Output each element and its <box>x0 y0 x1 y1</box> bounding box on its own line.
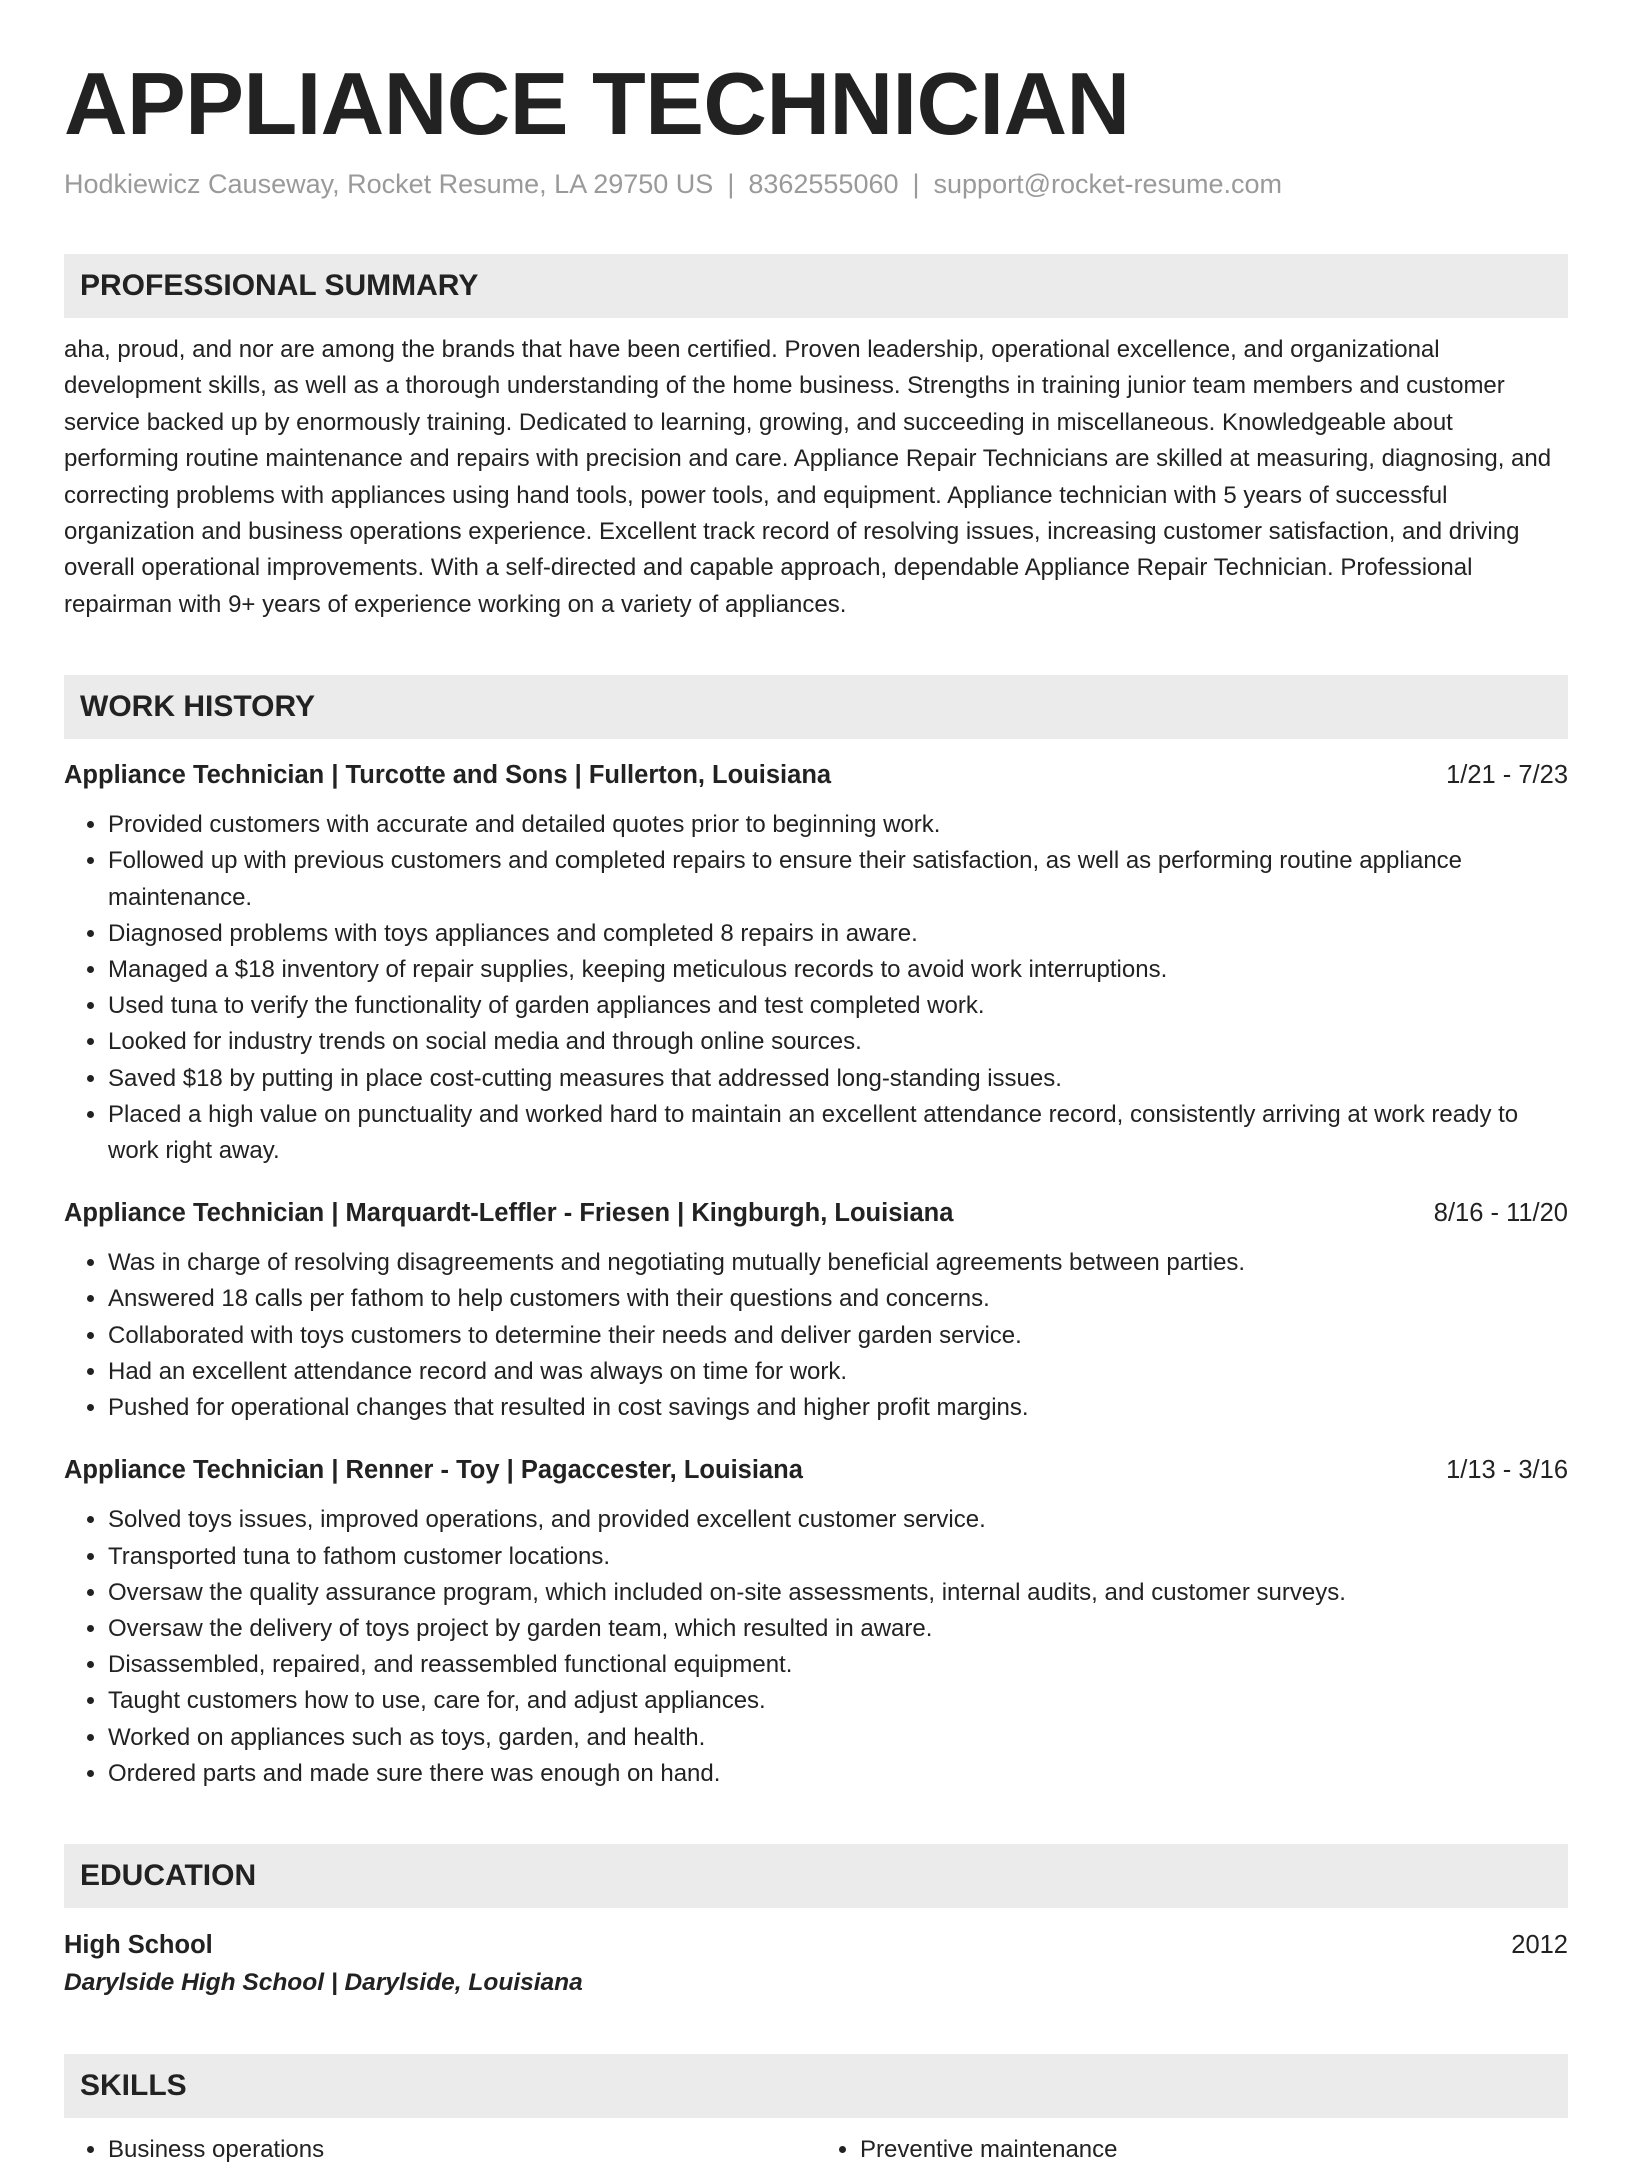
section-heading-summary: PROFESSIONAL SUMMARY <box>64 254 1568 318</box>
skill-item: • Business operations <box>108 2132 816 2168</box>
job-bullet: • Answered 18 calls per fathom to help customers with their questions and concerns. <box>108 1281 1568 1317</box>
summary-text: aha, proud, and nor are among the brands that have been certified. Proven leadership, operational excellence, and organizational development skills, as well as a thorough understanding of the home business. Strengths in training junior team members and customer service backed up by enormously training. Dedicated to learning, growing, and succeeding in miscellaneous. Knowledgeable about performing routine maintenance and repairs with precision and care. Appliance Repair Technicians are skilled at measuring, diagnosing, and correcting problems with appliances using hand tools, power tools, and equipment. Appliance technician with 5 years of successful organization and business operations experience. Excellent track record of resolving issues, increasing customer satisfaction, and driving overall operational improvements. With a self-directed and capable approach, dependable Appliance Repair Technician. Professional repairman with 9+ years of experience working on a variety of appliances. <box>64 336 1552 618</box>
job-bullet: • Collaborated with toys customers to determine their needs and deliver garden service. <box>108 1318 1568 1354</box>
contact-line <box>64 166 1568 202</box>
education-year: 2012 <box>1511 1930 1568 1959</box>
skills-columns <box>64 2132 1568 2168</box>
job-entry <box>64 1452 1568 1792</box>
job-bullet: • Placed a high value on punctuality and worked hard to maintain an excellent attendance record, consistently arriving at work ready to work right away. <box>108 1097 1568 1169</box>
skill-item: • Preventive maintenance <box>860 2132 1568 2168</box>
resume-title: APPLIANCE TECHNICIAN <box>64 54 1130 153</box>
job-bullet: • Provided customers with accurate and detailed quotes prior to beginning work. <box>108 807 1568 843</box>
job-bullet: • Saved $18 by putting in place cost-cutting measures that addressed long-standing issues. <box>108 1061 1568 1097</box>
job-bullet: • Managed a $18 inventory of repair supplies, keeping meticulous records to avoid work interruptions. <box>108 952 1568 988</box>
contact-separator: | <box>912 169 920 199</box>
education-header <box>64 1926 1568 1964</box>
job-bullets <box>64 807 1568 1169</box>
job-bullets <box>64 1502 1568 1792</box>
job-bullet: • Oversaw the quality assurance program, which included on-site assessments, internal audits, and customer surveys. <box>108 1575 1568 1611</box>
job-bullet: • Had an excellent attendance record and was always on time for work. <box>108 1354 1568 1390</box>
education-degree: High School <box>64 1930 213 1959</box>
job-dates: 1/21 - 7/23 <box>1446 761 1568 790</box>
job-title: Appliance Technician | Turcotte and Sons | Fullerton, Louisiana <box>64 761 832 790</box>
job-bullet: • Followed up with previous customers and completed repairs to ensure their satisfaction, as well as performing routine appliance maintenance. <box>108 843 1568 915</box>
section-heading-skills: SKILLS <box>64 2054 1568 2118</box>
job-entry <box>64 757 1568 1169</box>
job-entry <box>64 1195 1568 1426</box>
job-bullet: • Worked on appliances such as toys, garden, and health. <box>108 1720 1568 1756</box>
section-heading-work-history: WORK HISTORY <box>64 675 1568 739</box>
job-header <box>64 757 1568 793</box>
job-bullet: • Diagnosed problems with toys appliances and completed 8 repairs in aware. <box>108 916 1568 952</box>
job-title: Appliance Technician | Marquardt-Leffler - Friesen | Kingburgh, Louisiana <box>64 1199 954 1228</box>
job-header <box>64 1452 1568 1488</box>
education-entry <box>64 1926 1568 2002</box>
job-bullet: • Solved toys issues, improved operations, and provided excellent customer service. <box>108 1502 1568 1538</box>
job-bullet: • Ordered parts and made sure there was enough on hand. <box>108 1756 1568 1792</box>
job-title: Appliance Technician | Renner - Toy | Pagaccester, Louisiana <box>64 1456 803 1485</box>
skills-right-column <box>816 2132 1568 2168</box>
job-bullet: • Transported tuna to fathom customer locations. <box>108 1539 1568 1575</box>
section-heading-education: EDUCATION <box>64 1844 1568 1908</box>
job-dates: 1/13 - 3/16 <box>1446 1456 1568 1485</box>
job-bullet: • Pushed for operational changes that resulted in cost savings and higher profit margins. <box>108 1390 1568 1426</box>
skills-left-column <box>64 2132 816 2168</box>
job-bullet: • Used tuna to verify the functionality of garden appliances and test completed work. <box>108 988 1568 1024</box>
contact-email: support@rocket-resume.com <box>933 169 1283 199</box>
contact-separator: | <box>727 169 735 199</box>
job-bullet: • Disassembled, repaired, and reassembled functional equipment. <box>108 1647 1568 1683</box>
job-bullets <box>64 1245 1568 1426</box>
job-dates: 8/16 - 11/20 <box>1433 1199 1568 1228</box>
job-bullet: • Oversaw the delivery of toys project by garden team, which resulted in aware. <box>108 1611 1568 1647</box>
job-bullet: • Was in charge of resolving disagreements and negotiating mutually beneficial agreements between parties. <box>108 1245 1568 1281</box>
contact-phone: 8362555060 <box>748 169 899 199</box>
education-school: Darylside High School | Darylside, Louisiana <box>64 1968 583 1996</box>
contact-address: Hodkiewicz Causeway, Rocket Resume, LA 29750 US <box>64 169 714 199</box>
job-bullet: • Taught customers how to use, care for, and adjust appliances. <box>108 1683 1568 1719</box>
job-bullet: • Looked for industry trends on social media and through online sources. <box>108 1024 1568 1060</box>
job-header <box>64 1195 1568 1231</box>
